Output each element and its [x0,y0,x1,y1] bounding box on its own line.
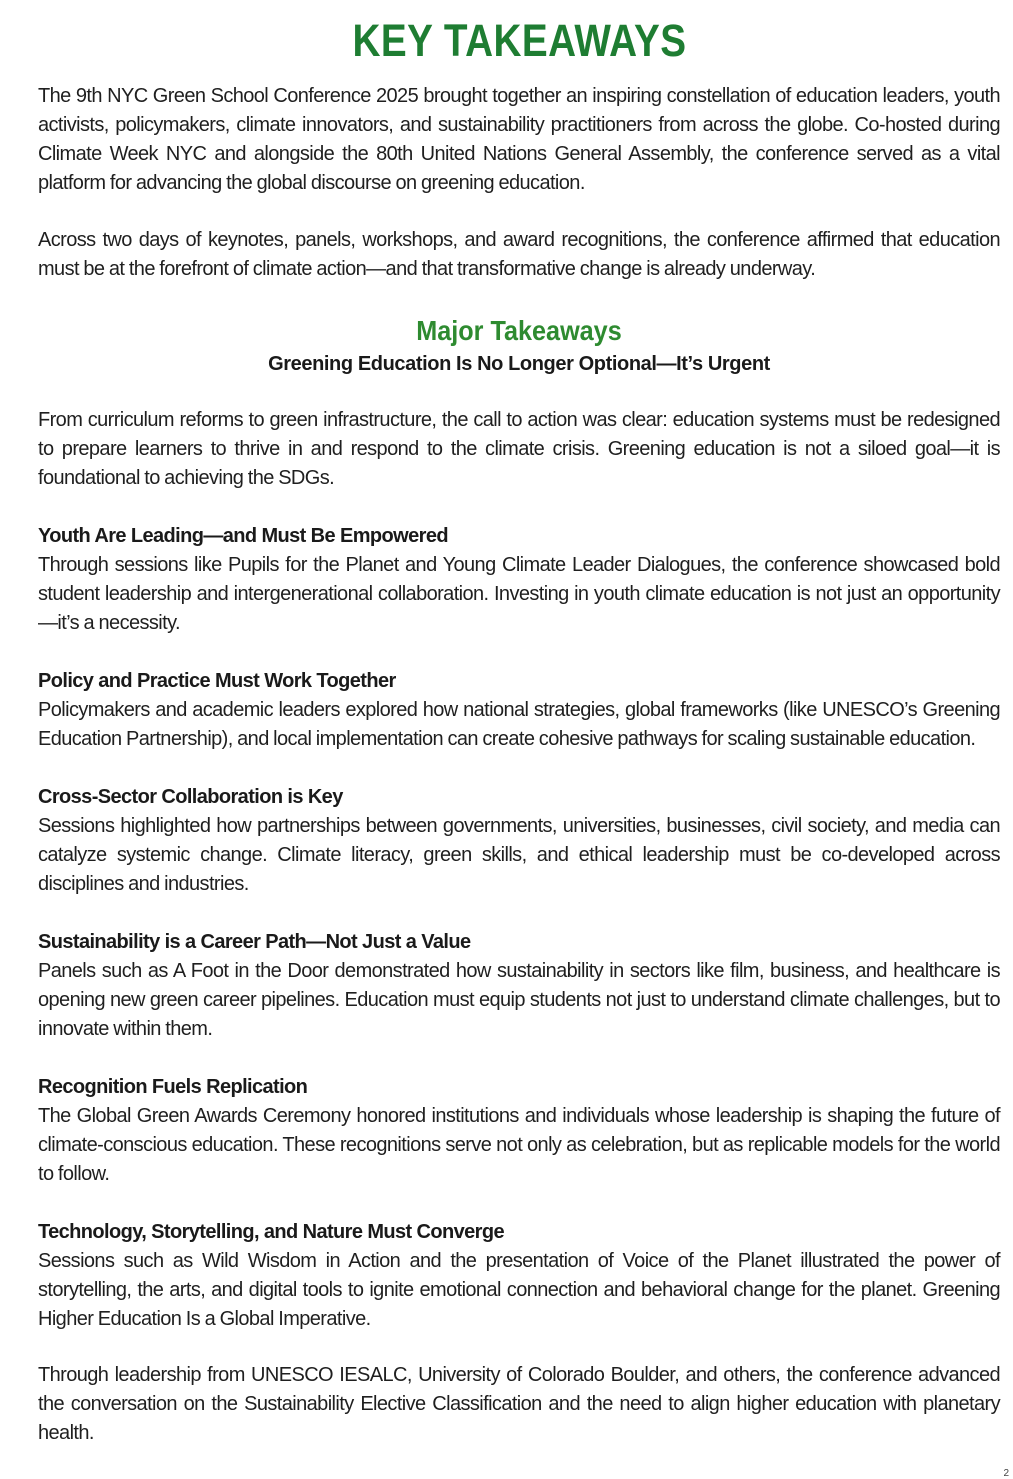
takeaway-body: Sessions highlighted how partnerships between governments, universities, businesses, civil society, and media can catalyze systemic change. Climate literacy, green skills, and ethical leadership must be co-developed across disciplines and industries. [38,815,1000,895]
section-title: Major Takeaways [416,315,622,346]
intro-paragraph-1: The 9th NYC Green School Conference 2025 brought together an inspiring constellation of education leaders, youth activists, policymakers, climate innovators, and sustainability practitioners from across the globe. Co-hosted during Climate Week NYC and alongside the 80th United Nations General Assembly, the conference served as a vital platform for advancing the global discourse on greening education. [38,85,1000,194]
takeaway-technology [38,1218,1000,1334]
takeaway-body: Panels such as A Foot in the Door demonstrated how sustainability in sectors like film, business, and healthcare is opening new green career pipelines. Education must equip students not just to understand climate challenges, but to innovate within them. [38,960,1000,1040]
takeaway-heading: Technology, Storytelling, and Nature Must Converge [38,1221,504,1243]
takeaway-heading: Youth Are Leading—and Must Be Empowered [38,525,448,547]
intro-paragraph-2: Across two days of keynotes, panels, workshops, and award recognitions, the conference affirmed that education must be at the forefront of climate action—and that transformative change is already underway. [38,229,1000,280]
takeaway-recognition [38,1073,1000,1189]
takeaway-body: Sessions such as Wild Wisdom in Action and the presentation of Voice of the Planet illustrated the power of storytelling, the arts, and digital tools to ignite emotional connection and behavioral change for the planet. Greening Higher Education Is a Global Imperative. [38,1250,1000,1330]
closing-paragraph: Through leadership from UNESCO IESALC, University of Colorado Boulder, and others, the conference advanced the conversation on the Sustainability Elective Classification and the need to align higher education with planetary health. [38,1364,1000,1444]
page-number: 2 [1003,1468,1009,1479]
major-intro-paragraph: From curriculum reforms to green infrastructure, the call to action was clear: education systems must be redesigned to prepare learners to thrive in and respond to the climate crisis. Greening education is not a siloed goal—it is foundational to achieving the SDGs. [38,409,1000,489]
takeaway-youth [38,522,1000,638]
takeaway-collaboration [38,783,1000,899]
section-subtitle: Greening Education Is No Longer Optional—It’s Urgent [268,353,770,375]
takeaway-body: The Global Green Awards Ceremony honored institutions and individuals whose leadership is shaping the future of climate-conscious education. These recognitions serve not only as celebration, but as replicable models for the world to follow. [38,1105,1000,1185]
takeaway-body: Policymakers and academic leaders explored how national strategies, global frameworks (like UNESCO’s Greening Education Partnership), and local implementation can create cohesive pathways for scaling sustainable education. [38,699,1000,750]
takeaway-policy [38,667,1000,754]
takeaway-heading: Cross-Sector Collaboration is Key [38,786,343,808]
takeaway-heading: Sustainability is a Career Path—Not Just a Value [38,931,471,953]
takeaway-heading: Policy and Practice Must Work Together [38,670,396,692]
takeaway-career [38,928,1000,1044]
page-title: KEY TAKEAWAYS [352,15,687,66]
takeaway-heading: Recognition Fuels Replication [38,1076,308,1098]
takeaway-body: Through sessions like Pupils for the Planet and Young Climate Leader Dialogues, the conference showcased bold student leadership and intergenerational collaboration. Investing in youth climate education is not just an opportunity—it’s a necessity. [38,554,1000,634]
